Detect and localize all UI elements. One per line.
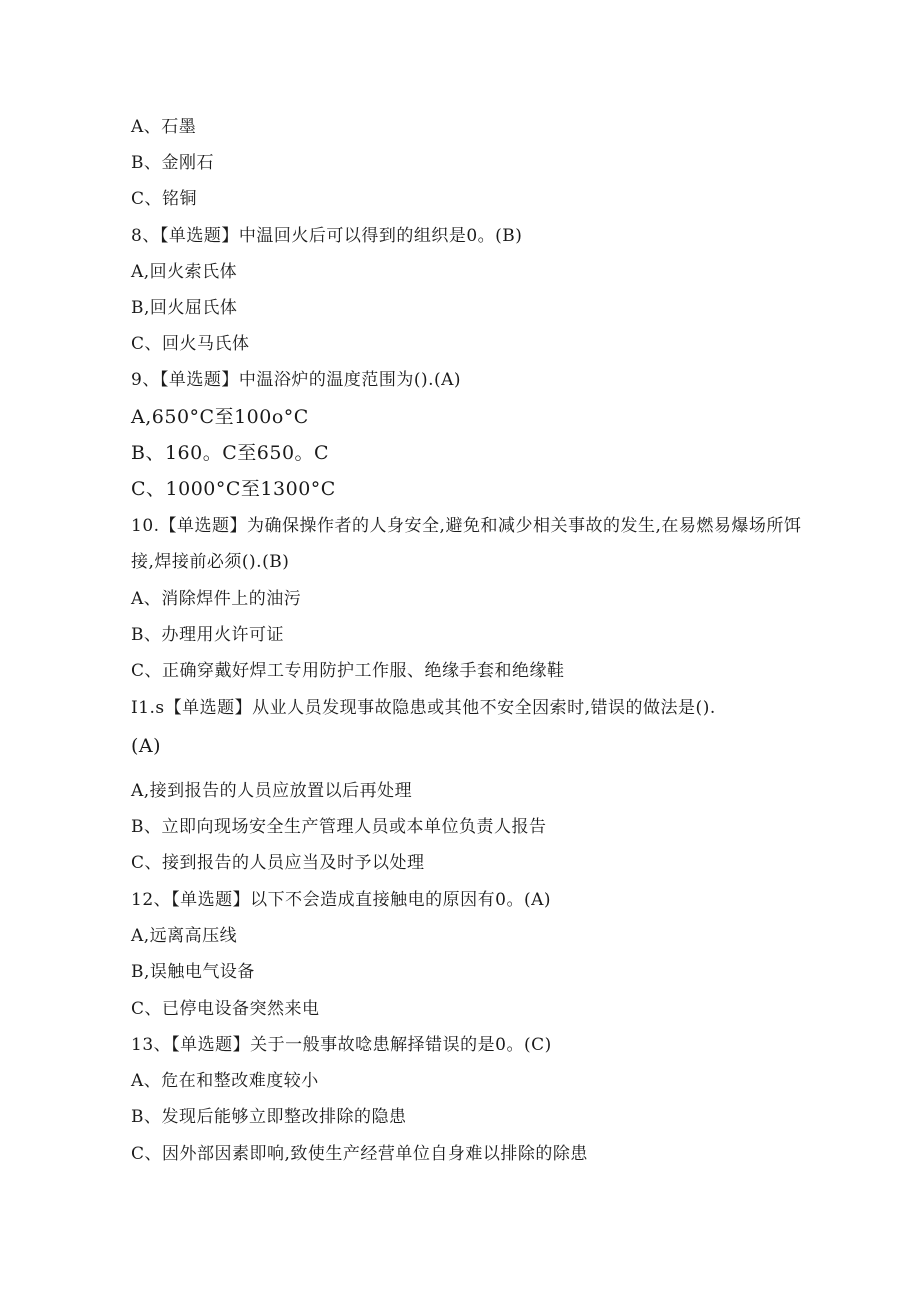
option-line: B、办理用火许可证: [131, 625, 284, 645]
option-line: C、已停电设备突然来电: [131, 999, 320, 1019]
option-line: B,回火屈氏体: [131, 298, 238, 318]
question-line: 9、【单选题】中温浴炉的温度范围为().(A): [131, 370, 462, 390]
question-line: 13、【单选题】关于一般事故唸患解择错误的是0。(C): [131, 1035, 552, 1055]
question-line: 12、【单选题】以下不会造成直接触电的原因有0。(A): [131, 890, 551, 910]
option-line: B、发现后能够立即整改排除的隐患: [131, 1107, 407, 1127]
option-line: C、接到报告的人员应当及时予以处理: [131, 853, 425, 873]
option-line: C、正确穿戴好焊工专用防护工作服、绝缘手套和绝缘鞋: [131, 661, 565, 681]
option-line: B、金刚石: [131, 153, 214, 173]
question-answer-line: (A): [131, 735, 162, 757]
question-line: I1.s【单选题】从业人员发现事故隐患或其他不安全因索时,错误的做法是().: [131, 698, 716, 718]
option-line: C、铭铜: [131, 189, 198, 209]
question-line: 10.【单选题】为确保操作者的人身安全,避免和减少相关事故的发生,在易燃易爆场所饵: [131, 516, 802, 536]
option-line: A、危在和整改难度较小: [131, 1071, 319, 1091]
option-line: B、160。C至650。C: [131, 442, 330, 464]
question-line-continued: 接,焊接前必须().(B): [131, 552, 290, 572]
option-line: A,650°C至100o°C: [131, 406, 309, 428]
question-line: 8、【单选题】中温回火后可以得到的组织是0。(B): [131, 226, 523, 246]
option-line: B、立即向现场安全生产管理人员或本单位负责人报告: [131, 817, 547, 837]
option-line: A,接到报告的人员应放置以后再处理: [131, 781, 413, 801]
option-line: A,远离高压线: [131, 926, 238, 946]
option-line: A、石墨: [131, 117, 197, 137]
option-line: B,误触电气设备: [131, 962, 255, 982]
option-line: A、消除焊件上的油污: [131, 589, 302, 609]
option-line: C、回火马氏体: [131, 334, 250, 354]
option-line: A,回火索氏体: [131, 262, 238, 282]
option-line: C、1000°C至1300°C: [131, 478, 336, 500]
option-line: C、因外部因素即响,致使生产经营单位自身难以排除的除患: [131, 1144, 588, 1164]
